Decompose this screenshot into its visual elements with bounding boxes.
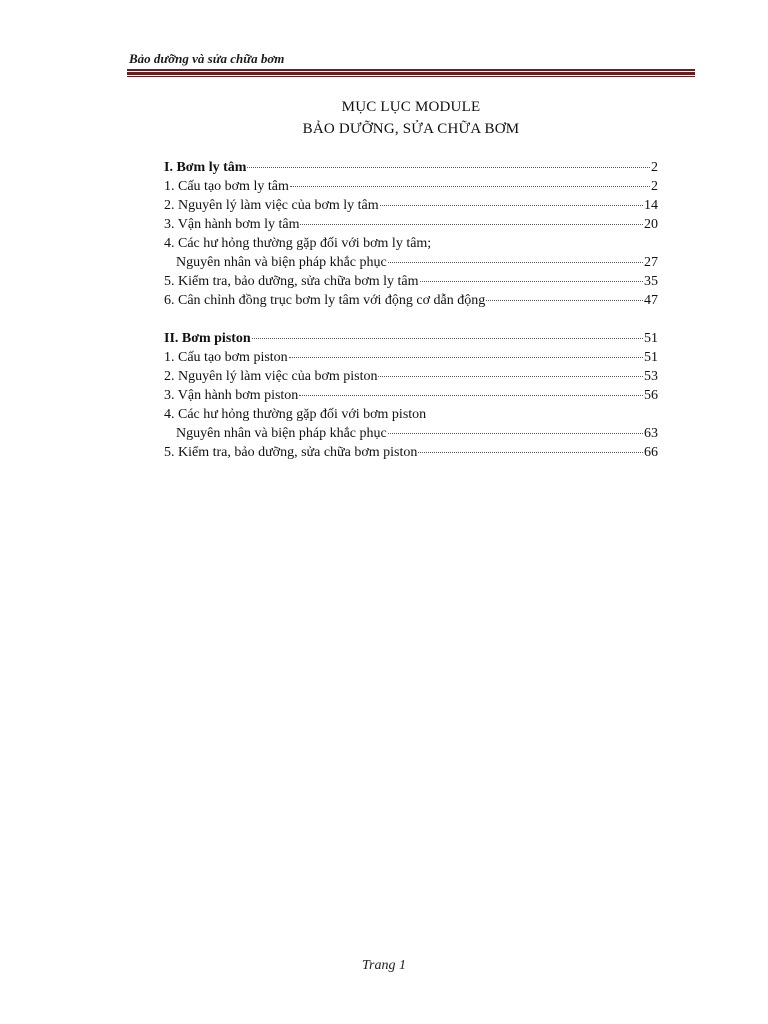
dot-leader <box>418 451 643 453</box>
header-rule-line <box>127 72 695 75</box>
header-rule-line <box>127 76 695 77</box>
toc-heading-label: I. Bơm ly tâm <box>164 160 247 175</box>
toc-page-number: 53 <box>644 369 658 384</box>
toc-entry[interactable] <box>164 215 658 234</box>
toc-entry-label: 5. Kiểm tra, bảo dưỡng, sửa chữa bơm piston <box>164 445 418 460</box>
toc-entry-label: 1. Cấu tạo bơm piston <box>164 350 288 365</box>
page-title <box>127 96 695 140</box>
toc-page-number: 2 <box>651 179 658 194</box>
title-line-1: MỤC LỤC MODULE <box>341 99 481 115</box>
toc-section-heading[interactable] <box>164 329 658 348</box>
dot-leader <box>289 356 643 358</box>
toc-entry[interactable] <box>164 386 658 405</box>
toc-entry-label: Nguyên nhân và biện pháp khắc phục <box>176 255 387 270</box>
toc-entry[interactable] <box>164 291 658 310</box>
toc-entry[interactable] <box>164 405 658 424</box>
toc-page-number: 51 <box>644 331 658 346</box>
toc-entry-label: 1. Cấu tạo bơm ly tâm <box>164 179 289 194</box>
dot-leader <box>252 337 643 339</box>
table-of-contents <box>164 158 658 462</box>
toc-page-number: 47 <box>644 293 658 308</box>
toc-page-number: 2 <box>651 160 658 175</box>
dot-leader <box>380 204 643 206</box>
toc-heading-label: II. Bơm piston <box>164 331 251 346</box>
page-footer: Trang 1 <box>362 958 406 973</box>
toc-entry-label: 4. Các hư hỏng thường gặp đối với bơm piston <box>164 407 427 422</box>
section-gap <box>164 310 658 329</box>
toc-page-number: 56 <box>644 388 658 403</box>
toc-entry[interactable] <box>164 177 658 196</box>
toc-entry-label: Nguyên nhân và biện pháp khắc phục <box>176 426 387 441</box>
dot-leader <box>247 166 650 168</box>
toc-entry-continuation[interactable] <box>164 424 658 443</box>
toc-entry-label: 4. Các hư hỏng thường gặp đối với bơm ly tâm; <box>164 236 432 251</box>
toc-page-number: 27 <box>644 255 658 270</box>
toc-page-number: 51 <box>644 350 658 365</box>
toc-entry-label: 3. Vận hành bơm piston <box>164 388 299 403</box>
dot-leader <box>486 299 643 301</box>
toc-entry[interactable] <box>164 443 658 462</box>
toc-entry-label: 6. Cân chỉnh đồng trục bơm ly tâm với động cơ dẫn động <box>164 293 486 308</box>
toc-entry[interactable] <box>164 272 658 291</box>
toc-entry[interactable] <box>164 234 658 253</box>
toc-entry[interactable] <box>164 196 658 215</box>
dot-leader <box>290 185 650 187</box>
header-rule <box>127 69 695 77</box>
header-rule-line <box>127 69 695 71</box>
dot-leader <box>378 375 643 377</box>
dot-leader <box>388 261 643 263</box>
toc-section-heading[interactable] <box>164 158 658 177</box>
toc-entry-continuation[interactable] <box>164 253 658 272</box>
toc-page-number: 66 <box>644 445 658 460</box>
toc-page-number: 35 <box>644 274 658 289</box>
toc-entry-label: 3. Vận hành bơm ly tâm <box>164 217 300 232</box>
toc-entry-label: 2. Nguyên lý làm việc của bơm piston <box>164 369 378 384</box>
dot-leader <box>299 394 643 396</box>
toc-entry-label: 2. Nguyên lý làm việc của bơm ly tâm <box>164 198 379 213</box>
dot-leader <box>420 280 643 282</box>
toc-page-number: 14 <box>644 198 658 213</box>
toc-entry[interactable] <box>164 348 658 367</box>
dot-leader <box>300 223 643 225</box>
running-header: Bảo dưỡng và sửa chữa bơm <box>129 51 285 66</box>
toc-entry[interactable] <box>164 367 658 386</box>
title-line-2: BẢO DƯỠNG, SỬA CHỮA BƠM <box>302 121 520 137</box>
toc-entry-label: 5. Kiểm tra, bảo dưỡng, sửa chữa bơm ly tâm <box>164 274 419 289</box>
toc-page-number: 20 <box>644 217 658 232</box>
toc-page-number: 63 <box>644 426 658 441</box>
dot-leader <box>388 432 643 434</box>
